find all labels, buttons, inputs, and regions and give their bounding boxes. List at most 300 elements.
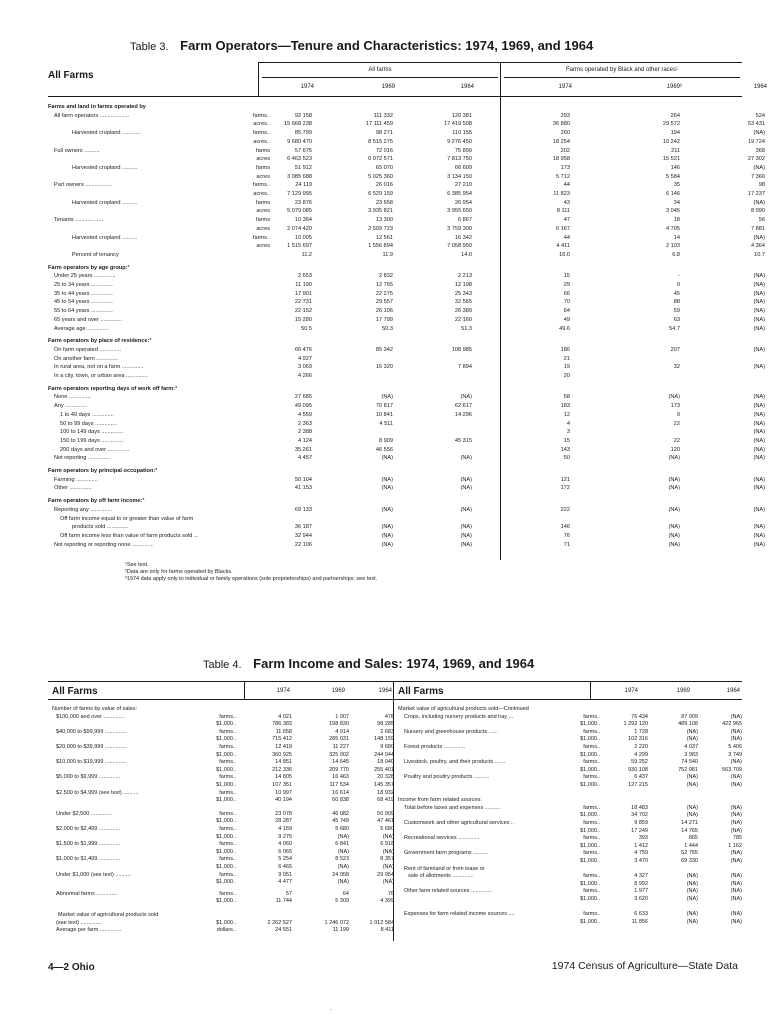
table3-year-header: 1969² [666, 84, 682, 90]
table4-cell: (NA) [730, 888, 742, 895]
row-label: Customwork and other agricultural services .. [404, 820, 515, 826]
table4-cell: 17 249 [631, 827, 648, 834]
table3-cell: 70 817 [375, 403, 393, 410]
table4-left-row [52, 736, 394, 743]
table3-cell: 57 675 [294, 147, 312, 154]
table3-group-black: Farms operated by Black and other races¹ [565, 67, 679, 73]
row-label: 50 to 99 days .............. [60, 420, 117, 427]
table4-cell: 60 838 [332, 797, 349, 804]
table3-cell: 16 342 [454, 234, 472, 241]
table4-cell: 50 909 [377, 810, 394, 817]
table3-cell: 173 [670, 403, 680, 410]
table3-cell: 50.3 [382, 325, 393, 332]
table3-header-bottom-rule [48, 96, 742, 97]
table3-cell: (NA) [668, 532, 680, 539]
table3-cell: (NA) [668, 394, 680, 401]
row-unit: acres [256, 243, 270, 250]
table3-cell: (NA) [753, 282, 765, 288]
table4-cell: 47 461 [377, 818, 394, 825]
table3-cell: (NA) [460, 476, 472, 483]
table4-cell: 98 285 [377, 721, 394, 728]
table4-cell: 11 856 [631, 918, 648, 925]
table4-right-row [398, 881, 742, 888]
table3-heading: Farm Operators—Tenure and Characteristics: 1974, 1969, and 1964 [180, 38, 594, 53]
table4-left-year-header: 1969 [331, 688, 345, 694]
table3-cell: 64 [563, 308, 570, 315]
row-unit: farms.. [219, 841, 236, 848]
table3-cell: 10 242 [662, 138, 680, 145]
table4-cell: 1 728 [634, 728, 648, 735]
table3-cell: 2 213 [458, 273, 472, 280]
table4-cell: 11 199 [332, 927, 349, 934]
table4-right-row [398, 782, 742, 789]
table3-cell: 32 [673, 364, 680, 371]
table4-cell: 1 012 584 [369, 919, 394, 926]
table4-cell: 865 [688, 835, 698, 842]
table3-cell: 32 944 [294, 532, 312, 539]
row-label: $1,000 to $1,499 .............. [56, 856, 121, 863]
table3-cell: 4 [566, 420, 570, 427]
table3-cell: 44 [563, 182, 570, 189]
row-unit: farms.. [252, 182, 270, 189]
table4-left-row [52, 864, 394, 871]
table3-cell: 26 954 [454, 199, 472, 206]
row-label: $100,000 and over .............. [56, 713, 125, 720]
table4-cell: 4 021 [278, 713, 292, 720]
row-unit: acres [256, 208, 270, 215]
table4-cell: 68 419 [377, 797, 394, 804]
table3-cell: 11 823 [553, 191, 570, 197]
table4-left-row [52, 879, 394, 886]
table4-cell: 930 108 [628, 766, 648, 773]
table3-row [48, 364, 765, 372]
row-label: In rural area, not on a farm .............. [54, 364, 144, 371]
row-label: Expenses for farm related income sources .... [404, 911, 515, 918]
table3-cell: 4 364 [751, 243, 765, 250]
table3-cell: (NA) [753, 476, 765, 483]
row-unit: farms.. [583, 774, 600, 781]
table3-row [48, 282, 765, 290]
row-label: Farms and land in farms operated by [48, 104, 146, 110]
table4-cell: 18 040 [377, 759, 394, 766]
table3-cell: 98 271 [375, 130, 393, 137]
table3-cell: (NA) [381, 524, 393, 531]
row-label: Market value of agricultural products sold—Continued [398, 706, 529, 712]
table4-cell: 4 477 [278, 879, 292, 886]
table4-cell: 11 658 [275, 728, 292, 735]
table4-cell: 5 309 [335, 898, 349, 905]
table3-row [48, 455, 765, 463]
row-label: Harvested cropland .......... [72, 199, 138, 206]
table4-cell: 14 851 [275, 759, 292, 766]
row-label: products sold .............. [72, 524, 129, 531]
table3-cell: 66 476 [294, 346, 312, 353]
table3-cell: 120 381 [451, 112, 472, 119]
table3-cell: 12 765 [375, 282, 393, 288]
table4-cell: 4 037 [684, 744, 698, 750]
table3-row [48, 243, 765, 251]
table3-cell: 172 [560, 485, 570, 492]
table4-right-row [398, 797, 742, 804]
table3-cell: (NA) [460, 541, 472, 548]
row-label: 35 to 44 years .............. [54, 290, 113, 297]
row-label: Under 25 years .............. [54, 273, 116, 280]
table3-note: ²Data are only for farms operated by Blacks. [125, 569, 233, 575]
row-label: Poultry and poultry products .......... [404, 774, 490, 781]
table4-right-year-header: 1974 [624, 688, 638, 694]
table3-cell: 8 909 [379, 437, 393, 444]
table3-cell: 12 198 [454, 282, 472, 288]
table3-cell: 202 [560, 147, 570, 154]
table4-cell: 3 983 [684, 751, 698, 758]
table3-cell: 4 457 [298, 455, 312, 462]
row-unit: acres [256, 173, 270, 180]
table3-cell: (NA) [381, 532, 393, 539]
table3-year-header: 1964 [753, 84, 767, 90]
table4-header-vline-left [244, 681, 245, 699]
row-label: 25 to 34 years .............. [54, 282, 113, 288]
table3-cell: 16 320 [375, 364, 393, 371]
row-label: $1,500 to $1,999 .............. [56, 841, 121, 848]
table3-cell: 71 [563, 541, 570, 548]
table3-row [48, 208, 765, 216]
table3-cell: 11.9 [382, 251, 393, 258]
table3-cell: 121 [560, 476, 570, 483]
table4-cell: 52 755 [681, 850, 698, 857]
table3-cell: 108 985 [451, 346, 472, 353]
row-label: Part owners ................. [54, 182, 112, 189]
table4-cell: (NA) [686, 873, 698, 880]
table4-cell: 563 709 [722, 766, 742, 773]
table3-cell: 194 [670, 130, 680, 137]
table4-cell: 24 958 [332, 871, 349, 878]
table3-row [48, 394, 765, 402]
row-label: Farm operators by age group:³ [48, 264, 130, 271]
table3-row [48, 130, 765, 138]
table3-cell: 69 133 [294, 506, 312, 513]
table4-cell: (NA) [337, 879, 349, 886]
table4-left-row [52, 744, 394, 751]
table3-cell: 186 [560, 346, 570, 353]
table4-left-row [52, 797, 394, 804]
table3-row [48, 524, 765, 532]
table4-left-year-header: 1964 [378, 688, 392, 694]
table4-left-row [52, 759, 394, 766]
table3-cell: 22 275 [375, 290, 393, 297]
row-unit: $1,000.. [580, 721, 600, 728]
table4-right-row [398, 744, 742, 751]
row-unit: farms.. [219, 728, 236, 735]
table4-right-row [398, 843, 742, 850]
table3-cell: (NA) [753, 446, 765, 453]
table3-cell: (NA) [381, 506, 393, 513]
table3-header-vline [258, 62, 259, 96]
table3-section-label: All Farms [48, 70, 94, 81]
row-unit: $1,000.. [580, 812, 600, 819]
table4-cell: 6 841 [335, 841, 349, 848]
row-label: Farming .............. [54, 476, 98, 483]
row-unit: acres [256, 225, 270, 232]
table4-cell: (NA) [686, 888, 698, 895]
table3-cell: (NA) [753, 164, 765, 171]
table3-cell: 4 124 [298, 437, 312, 444]
row-unit: $1,000.. [216, 721, 236, 728]
table4-cell: 28 287 [275, 818, 292, 825]
table3-note: ¹See text. [125, 562, 149, 568]
table4-cell: (NA) [730, 873, 742, 880]
table4-cell: 360 925 [272, 751, 292, 758]
table3-cell: 47 [563, 217, 570, 224]
table3-cell: 85 342 [375, 346, 393, 353]
table3-cell: (NA) [381, 455, 393, 462]
table3-cell: (NA) [460, 455, 472, 462]
table4-cell: 6 065 [278, 848, 292, 855]
table4-cell: (NA) [730, 827, 742, 834]
table3-cell: 143 [560, 446, 570, 453]
table3-row [48, 104, 740, 112]
table4-cell: 422 965 [722, 721, 742, 728]
table4-top-rule [48, 681, 742, 682]
table4-cell: 23 078 [275, 810, 292, 817]
row-label: $2,000 to $2,499 .............. [56, 826, 121, 832]
table3-cell: 14.0 [461, 251, 472, 258]
table3-cell: 9 680 470 [287, 138, 312, 145]
row-label: Off farm income less than value of farm products sold ... [60, 532, 199, 539]
table3-cell: 4 927 [298, 355, 312, 362]
row-unit: farms.. [583, 820, 600, 826]
table3-cell: 6 167 [556, 225, 570, 232]
table3-row [48, 386, 740, 394]
table3-cell: 18 [673, 217, 680, 224]
row-label: Farm operators reporting days of work off farm:³ [48, 385, 177, 392]
row-label: Rent of farmland or from lease or [404, 865, 485, 872]
table3-cell: 22 [673, 420, 680, 427]
table4-left-row [52, 856, 394, 863]
row-unit: $1,000.. [216, 766, 236, 773]
table4-cell: 64 [342, 890, 349, 897]
table4-left-row [52, 927, 394, 934]
table3-row [48, 485, 765, 493]
table3-cell: - [678, 273, 680, 280]
table3-cell: 41 153 [294, 485, 312, 492]
table3-cell: 35 261 [294, 446, 312, 453]
table3-cell: (NA) [753, 199, 765, 206]
table3-cell: 3 045 [666, 208, 680, 215]
row-unit: $1,000.. [216, 898, 236, 905]
table3-cell: (NA) [753, 316, 765, 323]
table3-cell: 524 [755, 112, 765, 119]
table3-cell: 9 276 450 [447, 138, 472, 145]
table3-cell: 65 070 [375, 164, 393, 171]
table3-row [48, 138, 765, 147]
table4-cell: 1 977 [634, 888, 648, 895]
table4-cell: (NA) [382, 879, 394, 886]
table3-cell: (NA) [753, 299, 765, 306]
table4-title [203, 656, 534, 671]
table4-left-section-label: All Farms [52, 686, 98, 697]
table3-cell: (NA) [668, 524, 680, 531]
table4-cell: 212 336 [272, 766, 292, 773]
table3-cell: 17 111 459 [365, 121, 393, 128]
row-unit: $1,000.. [580, 736, 600, 743]
table3-cell: (NA) [668, 506, 680, 513]
table4-right-row [398, 866, 742, 873]
row-unit: farms.. [583, 888, 600, 895]
table3-cell: 22 [673, 437, 680, 444]
row-unit: $1,000.. [216, 879, 236, 886]
table3-row [48, 356, 740, 364]
row-label: Other .............. [54, 485, 92, 492]
table3-row [48, 234, 765, 243]
table3-cell: 46 556 [375, 446, 393, 453]
table3-cell: 120 [670, 446, 680, 453]
row-label: None .............. [54, 394, 91, 401]
table4-header-vline-right [590, 681, 591, 699]
table3-cell: 27 210 [454, 182, 472, 189]
page-number: 4—2 Ohio [48, 962, 95, 973]
table4-cell: (NA) [730, 804, 742, 811]
row-label: $2,500 to $4,999 (see text) .......... [56, 789, 139, 796]
table3-cell: 72 016 [375, 147, 393, 154]
table3-cell: 15 521 [662, 156, 680, 163]
table3-cell: (NA) [753, 290, 765, 297]
table3-cell: 16.0 [559, 251, 570, 258]
table4-cell: (NA) [730, 759, 742, 766]
table3-cell: 54.7 [669, 325, 680, 332]
table3-cell: 6 385 954 [447, 191, 472, 197]
table3-cell: (NA) [753, 437, 765, 444]
table3-row [48, 121, 765, 129]
table3-row [48, 446, 765, 455]
table4-right-row [398, 858, 742, 865]
table4-cell: 59 252 [631, 759, 648, 766]
table3-cell: 17 901 [294, 290, 312, 297]
row-unit: dollars.. [216, 927, 236, 934]
row-label: Market value of agricultural products sold [58, 912, 159, 918]
row-label: sale of allotments .............. [408, 873, 474, 880]
table3-row [48, 316, 765, 325]
table4-left-row [52, 818, 394, 825]
row-label [72, 208, 223, 216]
table3-row [48, 164, 765, 173]
table3-cell: (NA) [668, 455, 680, 462]
table3-cell: 2 509 723 [368, 225, 393, 232]
table3-cell: 35 [673, 182, 680, 189]
table4-cell: (NA) [730, 896, 742, 902]
table4-cell: 102 316 [628, 736, 648, 743]
table4-cell: 46 082 [332, 810, 349, 817]
table3-cell: 2 363 [298, 420, 312, 427]
table3-cell: 11 190 [295, 282, 312, 288]
table4-cell: (NA) [686, 736, 698, 743]
row-unit: farms.. [252, 112, 270, 119]
table3-cell: 27 302 [747, 156, 765, 163]
table3-cell: 51.3 [461, 325, 472, 332]
table4-cell: 145 357 [374, 782, 394, 788]
table3-cell: 26 106 [375, 308, 393, 315]
row-label: Off farm income equal to or greater than value of farm [60, 515, 194, 522]
table3-cell: 45 315 [454, 437, 472, 444]
table3-cell: 22 731 [294, 299, 312, 306]
table3-row [48, 437, 765, 446]
row-unit: farms.. [583, 728, 600, 735]
table3-cell: 85 799 [294, 130, 312, 137]
table3-cell: 50.5 [301, 325, 312, 332]
table4-cell: 14 765 [681, 827, 698, 834]
table3-cell: (NA) [381, 394, 393, 401]
row-label: Percent of tenancy [72, 251, 119, 258]
table3-cell: 5 712 [556, 173, 570, 180]
row-unit: $1,000.. [216, 736, 236, 743]
row-label: 55 to 64 years .............. [54, 308, 113, 315]
row-unit: farms.. [219, 856, 236, 863]
table4-cell: 6 437 [634, 774, 648, 781]
row-label [72, 174, 223, 182]
table3-cell: 29 [563, 282, 570, 288]
row-unit: farms.. [583, 835, 600, 842]
table3-cell: 6 867 [458, 217, 472, 224]
table4-cell: 5 680 [380, 826, 394, 832]
table3-cell: 5 584 [666, 173, 680, 180]
table3-row [48, 265, 740, 273]
table3-cell: (NA) [753, 403, 765, 410]
table4-cell: 11 227 [332, 744, 349, 750]
table3-cell: 32 565 [454, 299, 472, 306]
table4-right-row [398, 812, 742, 819]
table4-cell: 107 351 [272, 782, 292, 788]
table3-row [48, 506, 765, 515]
row-label [54, 121, 223, 129]
table4-cell: 786 383 [272, 721, 292, 728]
row-label: Number of farms by value of sales: [52, 706, 137, 712]
row-label: Average per farm .............. [56, 927, 122, 934]
row-unit: acres.. [253, 138, 270, 145]
table4-cell: 285 031 [329, 736, 349, 743]
table3-cell: (NA) [753, 541, 765, 548]
table3-cell: 3 935 821 [368, 208, 393, 215]
table3-cell: (NA) [460, 485, 472, 492]
table4-cell: 148 159 [374, 736, 394, 743]
table3-cell: 23 658 [375, 199, 393, 206]
table3-cell: 6 529 159 [368, 191, 393, 197]
table3-cell: (NA) [753, 325, 765, 332]
table4-right-row [398, 820, 742, 827]
row-label: Tenants .................. [54, 217, 104, 224]
table4-left-row [52, 774, 394, 781]
table3-row [48, 468, 740, 476]
table4-right-year-header: 1969 [676, 688, 690, 694]
table3-cell: (NA) [753, 411, 765, 418]
row-label: $20,000 to $39,999 .............. [56, 744, 127, 750]
table3-cell: 222 [560, 506, 570, 513]
table3-cell: 22 106 [294, 541, 312, 548]
table4-cell: 4 399 [380, 898, 394, 905]
table4-cell: (NA) [686, 782, 698, 788]
table3-cell: 12 [563, 411, 570, 418]
table4-left-row [52, 849, 394, 856]
table3-cell: 293 [560, 112, 570, 119]
table4-cell: (NA) [730, 774, 742, 781]
table3-group-divider [500, 62, 501, 96]
table3-cell: 14 [673, 234, 680, 241]
row-label [54, 226, 223, 234]
table3-row [48, 429, 765, 437]
row-label: On farm operated .............. [54, 346, 122, 353]
table3-cell: 20 [563, 373, 570, 379]
table3-cell: 49.6 [559, 325, 570, 332]
table4-cell: (NA) [730, 850, 742, 857]
table3-row [48, 299, 765, 307]
